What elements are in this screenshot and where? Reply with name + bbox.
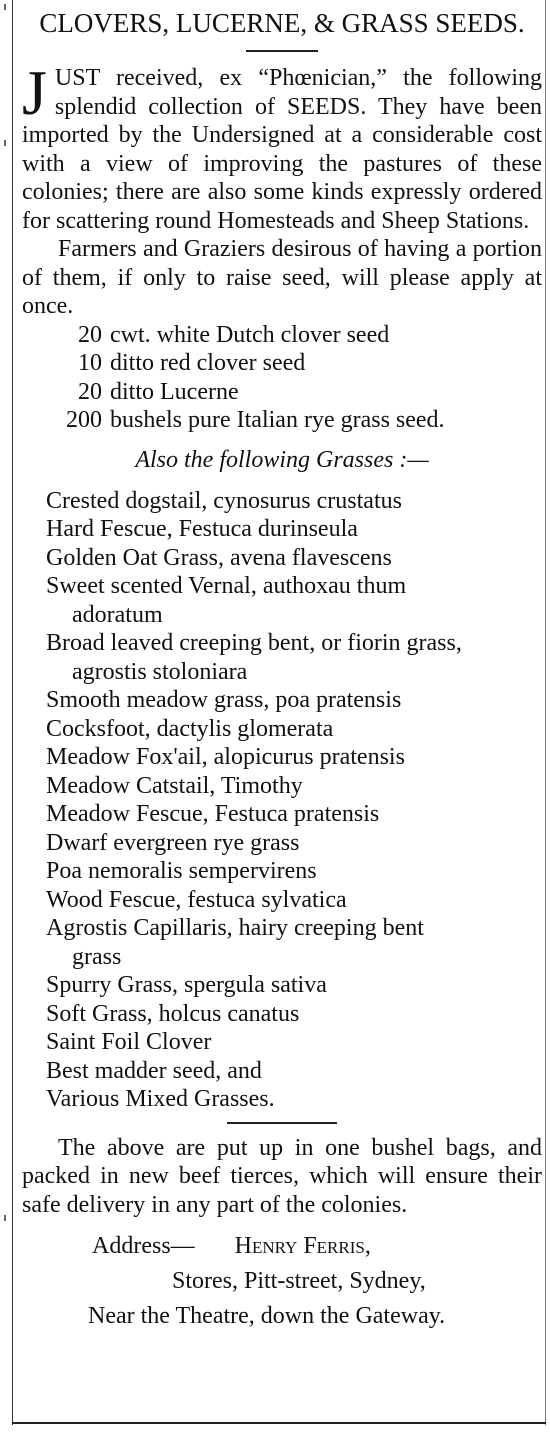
grass-item xyxy=(46,971,542,1000)
quantity-list xyxy=(22,321,542,435)
quantity-amount: 200 xyxy=(66,407,102,433)
grass-name: Sweet scented Vernal, authoxau thum xyxy=(46,573,407,599)
title-divider xyxy=(246,50,318,52)
grass-name: Cocksfoot, dactylis glomerata xyxy=(46,715,334,742)
grass-item xyxy=(46,544,542,573)
address-block xyxy=(22,1229,542,1334)
grass-name: Wood Fescue, festuca sylvatica xyxy=(46,886,347,913)
grass-item xyxy=(46,857,542,886)
grass-name-continued: adoratum xyxy=(72,601,163,628)
closing-paragraph: The above are put up in one bushel bags, and packed in new beef tierces, which will ensure their safe delivery in any part of the colonies. xyxy=(22,1134,542,1218)
grass-item xyxy=(46,572,542,629)
grass-name: Meadow Fescue, Festuca pratensis xyxy=(46,801,380,827)
grass-name: Crested dogstail, cynosurus crustatus xyxy=(46,487,402,514)
grasses-subheading: Also the following Grasses :— xyxy=(135,446,429,473)
quantity-item: ditto red clover seed xyxy=(110,350,306,376)
grass-name-continued: grass xyxy=(72,943,122,970)
grass-item xyxy=(46,715,542,744)
grass-item xyxy=(46,1000,542,1029)
grass-name: Best madder seed, and xyxy=(46,1057,262,1084)
grass-item xyxy=(46,487,542,516)
grass-item xyxy=(46,1028,542,1057)
grass-item xyxy=(46,772,542,801)
margin-mark xyxy=(4,140,6,146)
right-column-rule xyxy=(545,0,546,1425)
quantity-item: bushels pure Italian rye grass seed. xyxy=(110,407,445,433)
section-divider xyxy=(227,1122,337,1124)
quantity-amount: 20 xyxy=(78,321,102,348)
quantity-row xyxy=(34,349,542,378)
quantity-row xyxy=(34,321,542,350)
grass-name: Hard Fescue, Festuca durinseula xyxy=(46,516,358,542)
grass-name: Meadow Fox'ail, alopicurus pratensis xyxy=(46,744,405,770)
quantity-item: cwt. white Dutch clover seed xyxy=(110,321,390,348)
bottom-rule xyxy=(12,1422,546,1424)
grass-item xyxy=(46,686,542,715)
grass-name: Broad leaved creeping bent, or fiorin grass, xyxy=(46,630,462,656)
grass-item xyxy=(46,1085,542,1114)
address-label: Address— xyxy=(92,1233,195,1259)
grass-name: Agrostis Capillaris, hairy creeping bent xyxy=(46,915,424,941)
grass-item xyxy=(46,886,542,915)
grass-name: Meadow Catstail, Timothy xyxy=(46,772,303,799)
grass-name: Golden Oat Grass, avena flavescens xyxy=(46,544,392,571)
grass-item xyxy=(46,629,542,686)
intro-paragraph xyxy=(22,57,542,235)
grass-item xyxy=(46,515,542,544)
quantity-row xyxy=(34,378,542,407)
drop-cap: J xyxy=(22,57,47,128)
address-line-1 xyxy=(22,1229,542,1264)
farmers-paragraph: Farmers and Graziers desirous of having a portion of them, if only to raise seed, will please apply at once. xyxy=(22,236,542,319)
grass-name: Soft Grass, holcus canatus xyxy=(46,1000,300,1027)
grass-name: Various Mixed Grasses. xyxy=(46,1086,275,1112)
margin-mark xyxy=(4,1215,6,1221)
address-line-2: Stores, Pitt-street, Sydney, xyxy=(172,1268,426,1294)
quantity-item: ditto Lucerne xyxy=(110,378,239,405)
ad-title: CLOVERS, LUCERNE, & GRASS SEEDS. xyxy=(39,8,525,38)
grass-name: Smooth meadow grass, poa pratensis xyxy=(46,687,402,713)
margin-mark xyxy=(4,4,6,10)
grass-name: Saint Foil Clover xyxy=(46,1029,212,1055)
merchant-name: Henry Ferris, xyxy=(234,1233,371,1259)
grasses-list xyxy=(22,487,542,1114)
grass-name: Dwarf evergreen rye grass xyxy=(46,829,300,856)
quantity-amount: 20 xyxy=(78,378,102,405)
grass-item xyxy=(46,829,542,858)
address-line-3: Near the Theatre, down the Gateway. xyxy=(88,1303,446,1329)
grass-item xyxy=(46,743,542,772)
grass-item xyxy=(46,1057,542,1086)
left-column-rule xyxy=(12,0,13,1425)
quantity-row xyxy=(34,406,542,435)
grass-name: Spurry Grass, spergula sativa xyxy=(46,972,327,998)
grass-item xyxy=(46,800,542,829)
advertisement xyxy=(22,0,542,1334)
grass-name-continued: agrostis stoloniara xyxy=(72,658,248,685)
quantity-amount: 10 xyxy=(78,350,102,376)
intro-text: UST received, ex “Phœnician,” the following splendid collection of SEEDS. They have been imported by the Undersigned at a considerable cost with a view of improving the pastures of these colonies; there are also some kinds expressly ordered for scattering round Homesteads and Sheep Stations. xyxy=(22,65,542,234)
grass-item xyxy=(46,914,542,971)
grass-name: Poa nemoralis sempervirens xyxy=(46,858,317,884)
